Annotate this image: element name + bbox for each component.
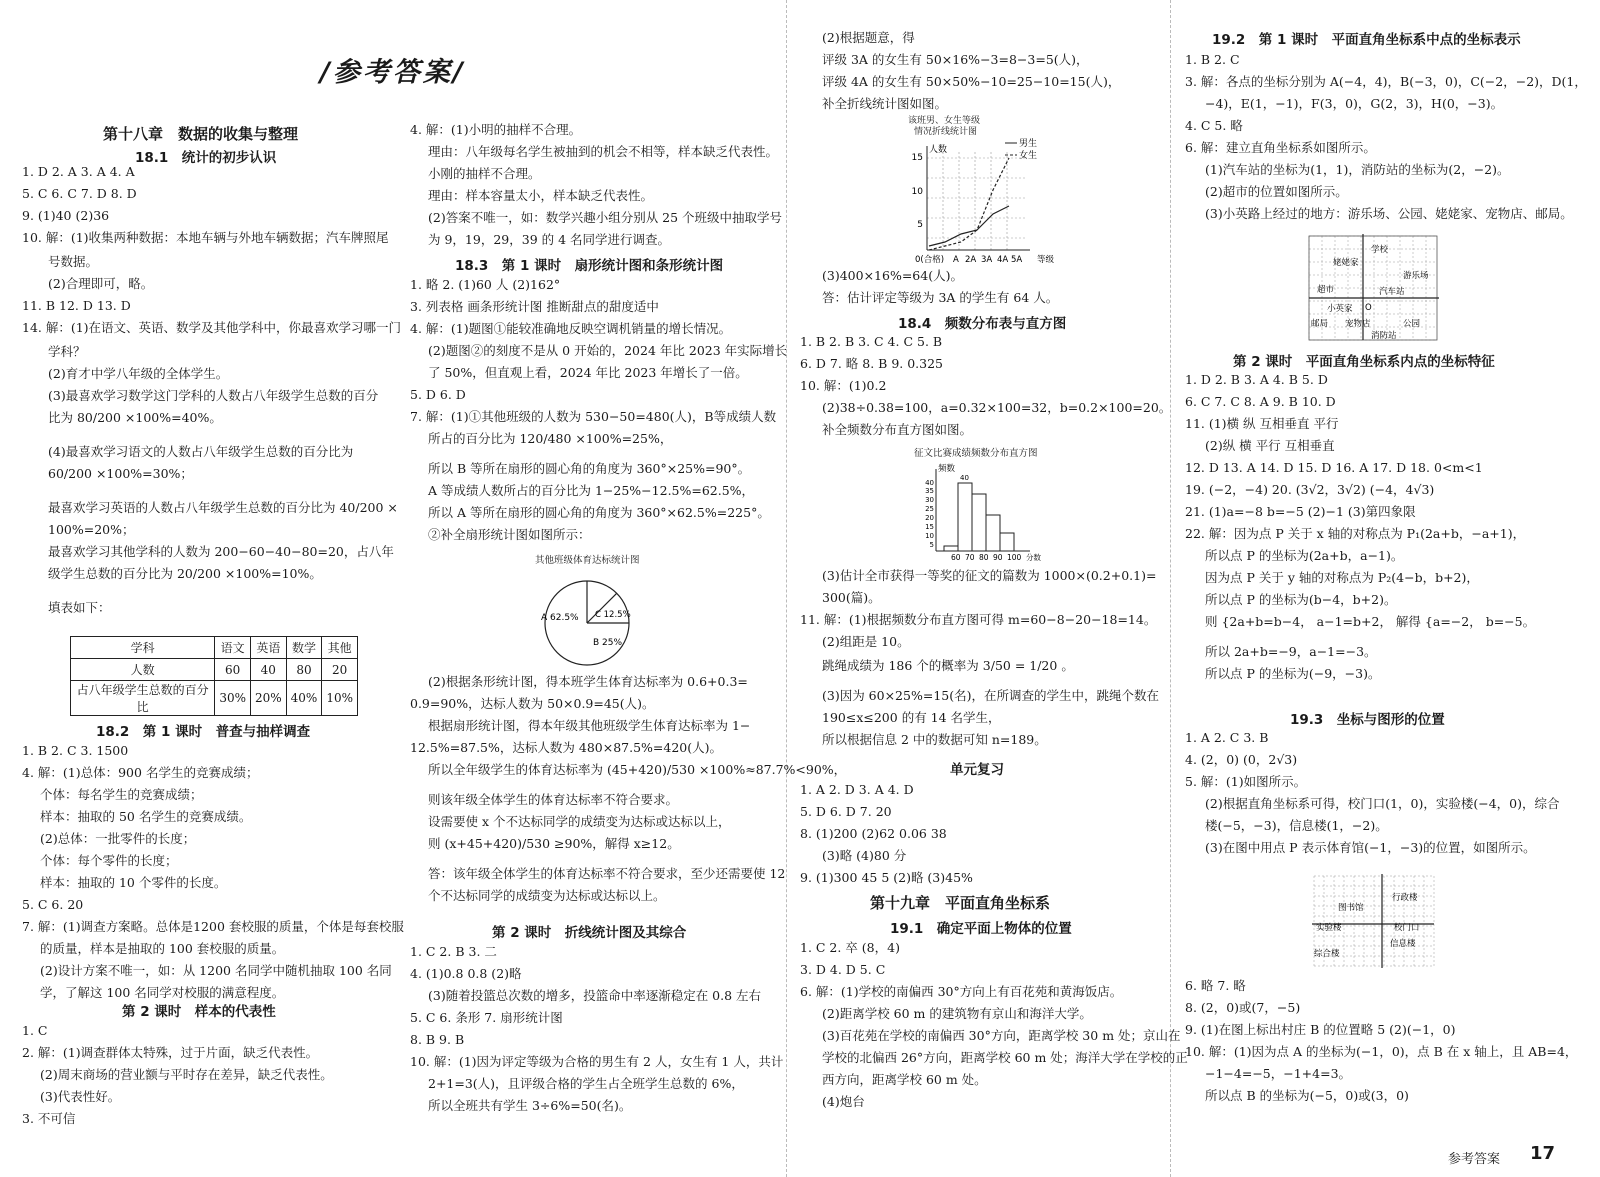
x-tick-label: 100 bbox=[1007, 553, 1022, 562]
answer-line: 的质量，样本是抽取的 100 套校服的质量。 bbox=[40, 941, 285, 956]
answer-line: 4. 解：(1)总体：900 名学生的竞赛成绩； bbox=[22, 765, 259, 780]
male-series-line bbox=[929, 206, 1009, 246]
answer-line: 11. (1)横 纵 互相垂直 平行 bbox=[1185, 416, 1339, 431]
answer-line: 学科？ bbox=[48, 344, 86, 359]
answer-line: (3)估计全市获得一等奖的征文的篇数为 1000×(0.2+0.1)= bbox=[822, 568, 1157, 583]
answer-line: 1. 略 2. (1)60 人 (2)162° bbox=[410, 277, 561, 292]
answer-line: 所以点 B 的坐标为(−5，0)或(3，0) bbox=[1205, 1088, 1409, 1103]
female-series-line bbox=[929, 158, 1009, 250]
y-tick-label: 10 bbox=[925, 532, 934, 540]
y-tick-label: 30 bbox=[925, 496, 934, 504]
map-label: 信息楼 bbox=[1390, 939, 1416, 949]
answer-line: 10. 解：(1)因为评定等级为合格的男生有 2 人，女生有 1 人，共计 bbox=[410, 1054, 784, 1069]
answer-line: 5. D 6. D bbox=[410, 387, 466, 402]
map-label: 汽车站 bbox=[1379, 287, 1405, 297]
chapter-19-title: 第十九章 平面直角坐标系 bbox=[870, 894, 1051, 912]
answer-line: (2)组距是 10。 bbox=[822, 634, 910, 649]
unit-review-title: 单元复习 bbox=[950, 762, 1004, 778]
answer-line: 0.9=90%，达标人数为 50×0.9=45(人)。 bbox=[410, 696, 655, 711]
answer-line: 所以点 P 的坐标为(b−4，b+2)。 bbox=[1205, 592, 1397, 607]
table-header-cell: 学科 bbox=[71, 637, 215, 659]
y-tick-label: 5 bbox=[929, 541, 934, 549]
map-label: 综合楼 bbox=[1314, 949, 1340, 959]
section-18-3-lesson2-title: 第 2 课时 折线统计图及其综合 bbox=[492, 925, 687, 941]
answer-line: 学，了解这 100 名同学对校服的满意程度。 bbox=[40, 985, 285, 1000]
answer-line: (2)根据题意，得 bbox=[822, 30, 915, 45]
answer-line: (3)最喜欢学习数学这门学科的人数占八年级学生总数的百分 bbox=[48, 388, 379, 403]
answer-line: 比为 80/200 ×100%=40%。 bbox=[48, 410, 222, 425]
answer-line: 100%=20%； bbox=[48, 522, 135, 537]
column-divider bbox=[786, 0, 787, 1177]
answer-line: 7. 解：(1)①其他班级的人数为 530−50=480(人)，B等成绩人数 bbox=[410, 409, 777, 424]
answer-line: 1. C 2. 卒 (8，4) bbox=[800, 940, 900, 955]
y-tick-label: 35 bbox=[925, 487, 934, 495]
y-tick-label: 15 bbox=[911, 153, 923, 163]
hist-bar bbox=[986, 515, 1000, 551]
answer-line: 所以 A 等所在扇形的圆心角的角度为 360°×62.5%=225°。 bbox=[428, 505, 770, 520]
answer-line: 样本：抽取的 10 个零件的长度。 bbox=[40, 875, 227, 890]
answer-line: 19. (−2，−4) 20. (3√2，3√2) (−4，4√3) bbox=[1185, 482, 1435, 497]
section-19-2-title: 19.2 第 1 课时 平面直角坐标系中点的坐标表示 bbox=[1212, 32, 1521, 48]
answer-line: (3)代表性好。 bbox=[40, 1089, 121, 1104]
answer-line: 样本：抽取的 50 名学生的竞赛成绩。 bbox=[40, 809, 252, 824]
answer-line: 最喜欢学习其他学科的人数为 200−60−40−80=20，占八年 bbox=[48, 544, 394, 559]
x-tick-label: 60 bbox=[951, 553, 961, 562]
answer-line: 个体：每名学生的竞赛成绩； bbox=[40, 787, 203, 802]
answer-line: 10. 解：(1)因为点 A 的坐标为(−1，0)，点 B 在 x 轴上，且 AB=4， bbox=[1185, 1044, 1578, 1059]
answer-line: 22. 解：因为点 P 关于 x 轴的对称点为 P₁(2a+b，−a+1)， bbox=[1185, 526, 1526, 541]
map-label: 公园 bbox=[1403, 319, 1421, 329]
hist-bar bbox=[958, 483, 972, 551]
answer-line: (2)题图②的刻度不是从 0 开始的，2024 年比 2023 年实际增长 bbox=[428, 343, 788, 358]
answer-line: 答：该年级全体学生的体育达标率不符合要求，至少还需要使 12 bbox=[428, 866, 786, 881]
column-divider bbox=[1170, 0, 1171, 1177]
table-cell: 30% bbox=[215, 681, 251, 716]
answer-line: 4. (2，0) (0，2√3) bbox=[1185, 752, 1298, 767]
answer-line: (2)38÷0.38=100，a=0.32×100=32，b=0.2×100=20。 bbox=[822, 400, 1172, 415]
answer-line: 3. D 4. D 5. C bbox=[800, 962, 886, 977]
x-axis-label: 等级 bbox=[1037, 255, 1055, 265]
answer-line: 了 50%，但直观上看，2024 年比 2023 年增长了一倍。 bbox=[428, 365, 748, 380]
table-row bbox=[71, 659, 358, 681]
map-label: 消防站 bbox=[1371, 331, 1397, 341]
y-tick-label: 15 bbox=[925, 523, 934, 531]
answer-line: 9. (1)40 (2)36 bbox=[22, 208, 110, 223]
answer-line: (2)总体：一批零件的长度； bbox=[40, 831, 196, 846]
legend-male: 男生 bbox=[1019, 139, 1038, 149]
hist-bar bbox=[944, 546, 958, 551]
answer-line: 11. 解：(1)根据频数分布直方图可得 m=60−8−20−18=14。 bbox=[800, 612, 1157, 627]
pie-chart bbox=[535, 573, 665, 673]
table-cell: 人数 bbox=[71, 659, 215, 681]
answer-line: 1. C 2. B 3. 二 bbox=[410, 944, 497, 959]
answer-line: 则 (x+45+420)/530 ≥90%，解得 x≥12。 bbox=[428, 836, 680, 851]
x-tick-label: 80 bbox=[979, 553, 989, 562]
answer-line: 所以点 P 的坐标为(2a+b，a−1)。 bbox=[1205, 548, 1404, 563]
map-label: 行政楼 bbox=[1392, 893, 1418, 903]
answer-line: 理由：样本容量太小，样本缺乏代表性。 bbox=[428, 188, 654, 203]
answer-line: (3)随着投篮总次数的增多，投篮命中率逐渐稳定在 0.8 左右 bbox=[428, 988, 762, 1003]
answer-line: 为 9，19，29，39 的 4 名同学进行调查。 bbox=[428, 232, 671, 247]
map-label: 图书馆 bbox=[1338, 903, 1364, 913]
page-number: 17 bbox=[1530, 1143, 1556, 1164]
answer-line: 则该年级全体学生的体育达标率不符合要求。 bbox=[428, 792, 679, 807]
x-tick-label: 4A bbox=[997, 255, 1009, 265]
answer-line: 个不达标同学的成绩变为达标或达标以上。 bbox=[428, 888, 666, 903]
pie-label-a: A 62.5% bbox=[541, 613, 579, 623]
answer-line: 理由：八年级每名学生被抽到的机会不相等，样本缺乏代表性。 bbox=[428, 144, 779, 159]
x-tick-label: 5A bbox=[1011, 255, 1023, 265]
answer-line: 5. 解：(1)如图所示。 bbox=[1185, 774, 1307, 789]
section-19-2-lesson2-title: 第 2 课时 平面直角坐标系内点的坐标特征 bbox=[1233, 354, 1495, 370]
answer-line: 12.5%=87.5%，达标人数为 480×87.5%=420(人)。 bbox=[410, 740, 722, 755]
answer-line: A 等成绩人数所占的百分比为 1−25%−12.5%=62.5%， bbox=[428, 483, 755, 498]
answer-line: 5. C 6. 20 bbox=[22, 897, 84, 912]
answer-line: 所以点 P 的坐标为(−9，−3)。 bbox=[1205, 666, 1381, 681]
answer-line: 评级 4A 的女生有 50×50%−10=25−10=15(人)， bbox=[822, 74, 1121, 89]
answer-line: 楼(−5，−3)，信息楼(1，−2)。 bbox=[1205, 818, 1388, 833]
section-19-3-title: 19.3 坐标与图形的位置 bbox=[1290, 712, 1445, 728]
answer-line: 2. 解：(1)调查群体太特殊，过于片面，缺乏代表性。 bbox=[22, 1045, 319, 1060]
answer-line: ②补全扇形统计图如图所示： bbox=[428, 527, 591, 542]
line-chart bbox=[905, 138, 1070, 266]
pie-chart-title: 其他班级体育达标统计图 bbox=[535, 555, 640, 566]
answer-line: (1)汽车站的坐标为(1，1)，消防站的坐标为(2，−2)。 bbox=[1205, 162, 1510, 177]
map-label: 学校 bbox=[1371, 245, 1389, 255]
answer-line: 60/200 ×100%=30%； bbox=[48, 466, 193, 481]
table-cell: 20% bbox=[250, 681, 286, 716]
table-header-cell: 数学 bbox=[286, 637, 322, 659]
answer-line: 跳绳成绩为 186 个的概率为 3/50 = 1/20 。 bbox=[822, 658, 1074, 673]
x-tick-label: 0(合格) bbox=[915, 255, 945, 265]
answer-line: 5. C 6. 条形 7. 扇形统计图 bbox=[410, 1010, 563, 1025]
answer-line: 个体：每个零件的长度； bbox=[40, 853, 178, 868]
answer-line: 1. D 2. B 3. A 4. B 5. D bbox=[1185, 372, 1328, 387]
answer-line: 学校的北偏西 26°方向，距离学校 60 m 处；海洋大学在学校的正 bbox=[822, 1050, 1188, 1065]
answer-line: 11. B 12. D 13. D bbox=[22, 298, 131, 313]
x-tick-label: 2A bbox=[965, 255, 977, 265]
table-cell: 80 bbox=[286, 659, 322, 681]
table-header-cell: 其他 bbox=[322, 637, 358, 659]
fill-table bbox=[70, 636, 358, 716]
table-row bbox=[71, 637, 358, 659]
answer-line: 4. 解：(1)小明的抽样不合理。 bbox=[410, 122, 582, 137]
section-19-1-title: 19.1 确定平面上物体的位置 bbox=[890, 921, 1072, 937]
x-tick-label: A bbox=[953, 255, 959, 265]
answer-line: 补全折线统计图如图。 bbox=[822, 96, 948, 111]
answer-line: 8. (2，0)或(7，−5) bbox=[1185, 1000, 1301, 1015]
line-chart-subtitle: 情况折线统计图 bbox=[914, 127, 978, 137]
section-18-4-title: 18.4 频数分布表与直方图 bbox=[898, 316, 1067, 332]
answer-line: 因为点 P 关于 y 轴的对称点为 P₂(4−b，b+2)， bbox=[1205, 570, 1479, 585]
answer-line: 最喜欢学习英语的人数占八年级学生总数的百分比为 40/200 × bbox=[48, 500, 398, 515]
answer-line: (2)纵 横 平行 互相垂直 bbox=[1205, 438, 1335, 453]
answer-line: 1. B 2. C bbox=[1185, 52, 1240, 67]
answer-line: 5. C 6. C 7. D 8. D bbox=[22, 186, 137, 201]
map-label: 实验楼 bbox=[1316, 923, 1342, 933]
map-label: 宠物店 bbox=[1345, 319, 1371, 329]
coordinate-map-2 bbox=[1310, 872, 1440, 970]
footer-label: 参考答案 bbox=[1448, 1152, 1501, 1167]
table-cell: 60 bbox=[215, 659, 251, 681]
table-cell: 20 bbox=[322, 659, 358, 681]
y-axis-label: 人数 bbox=[929, 145, 948, 155]
answer-line: 2+1=3(人)，且评级合格的学生占全班学生总数的 6%， bbox=[428, 1076, 744, 1091]
answer-line: 3. 列表格 画条形统计图 推断甜点的甜度适中 bbox=[410, 299, 659, 314]
answer-line: 1. B 2. C 3. 1500 bbox=[22, 743, 129, 758]
answer-line: 6. D 7. 略 8. B 9. 0.325 bbox=[800, 356, 944, 371]
answer-line: 6. 解：(1)学校的南偏西 30°方向上有百花苑和黄海饭店。 bbox=[800, 984, 1123, 999]
answer-line: 4. (1)0.8 0.8 (2)略 bbox=[410, 966, 522, 981]
answer-line: 1. D 2. A 3. A 4. A bbox=[22, 164, 135, 179]
hist-value-label: 40 bbox=[960, 474, 969, 482]
answer-line: (3)400×16%=64(人)。 bbox=[822, 268, 963, 283]
answer-line: (2)设计方案不唯一，如：从 1200 名同学中随机抽取 100 名同 bbox=[40, 963, 392, 978]
answer-line: 根据扇形统计图，得本年级其他班级学生体育达标率为 1− bbox=[428, 718, 751, 733]
answer-line: 1. C bbox=[22, 1023, 48, 1038]
answer-line: (2)超市的位置如图所示。 bbox=[1205, 184, 1348, 199]
answer-line: 所以全班共有学生 3÷6%=50(名)。 bbox=[428, 1098, 632, 1113]
y-axis-label: 频数 bbox=[938, 464, 956, 474]
answer-line: 西方向，距离学校 60 m 处。 bbox=[822, 1072, 987, 1087]
answer-line: (3)在图中用点 P 表示体育馆(−1，−3)的位置，如图所示。 bbox=[1205, 840, 1536, 855]
answer-line: (2)答案不唯一，如：数学兴趣小组分别从 25 个班级中抽取学号 bbox=[428, 210, 783, 225]
answer-line: −1−4=−5，−1+4=3。 bbox=[1205, 1066, 1352, 1081]
answer-line: 填表如下： bbox=[48, 600, 111, 615]
x-tick-label: 90 bbox=[993, 553, 1003, 562]
answer-line: (3)小英路上经过的地方：游乐场、公园、姥姥家、宠物店、邮局。 bbox=[1205, 206, 1573, 221]
answer-line: 1. B 2. B 3. C 4. C 5. B bbox=[800, 334, 943, 349]
answer-line: 所以 B 等所在扇形的圆心角的角度为 360°×25%=90°。 bbox=[428, 461, 751, 476]
legend-female: 女生 bbox=[1019, 151, 1038, 161]
y-tick-label: 20 bbox=[925, 514, 934, 522]
answer-line: 9. (1)300 45 5 (2)略 (3)45% bbox=[800, 870, 973, 885]
answer-line: 所占的百分比为 120/480 ×100%=25%， bbox=[428, 431, 673, 446]
map-label: 姥姥家 bbox=[1333, 258, 1359, 268]
table-header-cell: 英语 bbox=[250, 637, 286, 659]
section-18-1-title: 18.1 统计的初步认识 bbox=[135, 150, 277, 166]
answer-line: 1. A 2. C 3. B bbox=[1185, 730, 1269, 745]
answer-line: (2)周末商场的营业额与平时存在差异，缺乏代表性。 bbox=[40, 1067, 333, 1082]
answer-line: 190≤x≤200 的有 14 名学生， bbox=[822, 710, 1001, 725]
answer-line: 所以根据信息 2 中的数据可知 n=189。 bbox=[822, 732, 1047, 747]
chapter-18-title: 第十八章 数据的收集与整理 bbox=[103, 125, 299, 143]
y-tick-label: 25 bbox=[925, 505, 934, 513]
section-18-2-lesson2-title: 第 2 课时 样本的代表性 bbox=[122, 1004, 276, 1020]
section-18-3-title: 18.3 第 1 课时 扇形统计图和条形统计图 bbox=[455, 258, 724, 274]
hist-bar bbox=[1000, 533, 1014, 551]
map-label: 邮局 bbox=[1311, 319, 1329, 329]
map-label: O bbox=[1365, 303, 1372, 313]
answer-line: 14. 解：(1)在语文、英语、数学及其他学科中，你最喜欢学习哪一门 bbox=[22, 320, 402, 335]
y-tick-label: 40 bbox=[925, 479, 934, 487]
map-label: 校门口 bbox=[1394, 923, 1420, 933]
answer-line: (2)育才中学八年级的全体学生。 bbox=[48, 366, 229, 381]
table-cell: 40 bbox=[250, 659, 286, 681]
answer-line: (2)合理即可，略。 bbox=[48, 276, 154, 291]
histogram-title: 征文比赛成绩频数分布直方图 bbox=[914, 448, 1038, 459]
table-cell: 40% bbox=[286, 681, 322, 716]
answer-key-banner: /参考答案/ bbox=[320, 57, 466, 88]
answer-line: (2)根据直角坐标系可得，校门口(1，0)，实验楼(−4，0)，综合 bbox=[1205, 796, 1560, 811]
answer-line: 答：估计评定等级为 3A 的学生有 64 人。 bbox=[822, 290, 1059, 305]
answer-line: 所以 2a+b=−9，a−1=−3。 bbox=[1205, 644, 1377, 659]
answer-line: 6. 略 7. 略 bbox=[1185, 978, 1246, 993]
answer-line: 4. C 5. 略 bbox=[1185, 118, 1243, 133]
answer-line: 小刚的抽样不合理。 bbox=[428, 166, 541, 181]
line-chart-title: 该班男、女生等级 bbox=[908, 116, 981, 126]
map-label: 小英家 bbox=[1327, 304, 1353, 314]
section-18-2-title: 18.2 第 1 课时 普查与抽样调查 bbox=[96, 724, 311, 740]
answer-line: 所以全年级学生的体育达标率为 (45+420)/530 ×100%≈87.7%<90%， bbox=[428, 762, 847, 777]
answer-line: 9. (1)在图上标出村庄 B 的位置略 5 (2)(−1，0) bbox=[1185, 1022, 1456, 1037]
answer-line: 设需要使 x 个不达标同学的成绩变为达标或达标以上， bbox=[428, 814, 731, 829]
answer-line: 6. 解：建立直角坐标系如图所示。 bbox=[1185, 140, 1376, 155]
map-label: 超市 bbox=[1317, 285, 1335, 295]
table-header-cell: 语文 bbox=[215, 637, 251, 659]
answer-line: (4)最喜欢学习语文的人数占八年级学生总数的百分比为 bbox=[48, 444, 354, 459]
answer-line: 21. (1)a=−8 b=−5 (2)−1 (3)第四象限 bbox=[1185, 504, 1416, 519]
coordinate-map-1 bbox=[1305, 232, 1445, 344]
answer-line: −4)，E(1，−1)，F(3，0)，G(2，3)，H(0，−3)。 bbox=[1205, 96, 1504, 111]
answer-line: 12. D 13. A 14. D 15. D 16. A 17. D 18. 0<m<1 bbox=[1185, 460, 1483, 475]
answer-line: 4. 解：(1)题图①能较准确地反映空调机销量的增长情况。 bbox=[410, 321, 732, 336]
histogram bbox=[912, 463, 1072, 563]
table-cell: 10% bbox=[322, 681, 358, 716]
answer-line: 5. D 6. D 7. 20 bbox=[800, 804, 892, 819]
answer-line: 评级 3A 的女生有 50×16%−3=8−3=5(人)， bbox=[822, 52, 1089, 67]
pie-label-c: C 12.5% bbox=[595, 610, 631, 620]
answer-line: 补全频数分布直方图如图。 bbox=[822, 422, 973, 437]
answer-line: 300(篇)。 bbox=[822, 590, 881, 605]
x-tick-label: 3A bbox=[981, 255, 993, 265]
y-tick-label: 10 bbox=[911, 187, 923, 197]
answer-line: (3)因为 60×25%=15(名)，在所调查的学生中，跳绳个数在 bbox=[822, 688, 1159, 703]
answer-line: (3)百花苑在学校的南偏西 30°方向，距离学校 30 m 处；京山在 bbox=[822, 1028, 1181, 1043]
x-axis-label: 分数 bbox=[1026, 553, 1041, 562]
answer-line: (2)距离学校 60 m 的建筑物有京山和海洋大学。 bbox=[822, 1006, 1092, 1021]
answer-line: 8. (1)200 (2)62 0.06 38 bbox=[800, 826, 947, 841]
x-tick-label: 70 bbox=[965, 553, 975, 562]
answer-line: (3)略 (4)80 分 bbox=[822, 848, 907, 863]
map-label: 游乐场 bbox=[1403, 271, 1429, 281]
answer-line: (2)根据条形统计图，得本班学生体育达标率为 0.6+0.3= bbox=[428, 674, 748, 689]
pie-label-b: B 25% bbox=[593, 638, 623, 648]
answer-line: (4)炮台 bbox=[822, 1094, 865, 1109]
answer-line: 号数据。 bbox=[48, 254, 99, 269]
table-cell: 占八年级学生总数的百分比 bbox=[71, 681, 215, 716]
answer-line: 则 {2a+b=b−4， a−1=b+2， 解得 {a=−2， b=−5。 bbox=[1205, 614, 1536, 629]
answer-line: 6. C 7. C 8. A 9. B 10. D bbox=[1185, 394, 1336, 409]
answer-line: 7. 解：(1)调查方案略。总体是1200 套校服的质量，个体是每套校服 bbox=[22, 919, 404, 934]
answer-line: 8. B 9. B bbox=[410, 1032, 465, 1047]
answer-line: 10. 解：(1)0.2 bbox=[800, 378, 887, 393]
hist-bar bbox=[972, 494, 986, 551]
table-row bbox=[71, 681, 358, 716]
y-tick-label: 5 bbox=[917, 220, 923, 230]
answer-line: 10. 解：(1)收集两种数据：本地车辆与外地车辆数据；汽车牌照尾 bbox=[22, 230, 389, 245]
answer-line: 3. 解：各点的坐标分别为 A(−4，4)，B(−3，0)，C(−2，−2)，D(1， bbox=[1185, 74, 1587, 89]
answer-line: 级学生总数的百分比为 20/200 ×100%=10%。 bbox=[48, 566, 322, 581]
answer-line: 1. A 2. D 3. A 4. D bbox=[800, 782, 914, 797]
answer-line: 3. 不可信 bbox=[22, 1111, 76, 1126]
